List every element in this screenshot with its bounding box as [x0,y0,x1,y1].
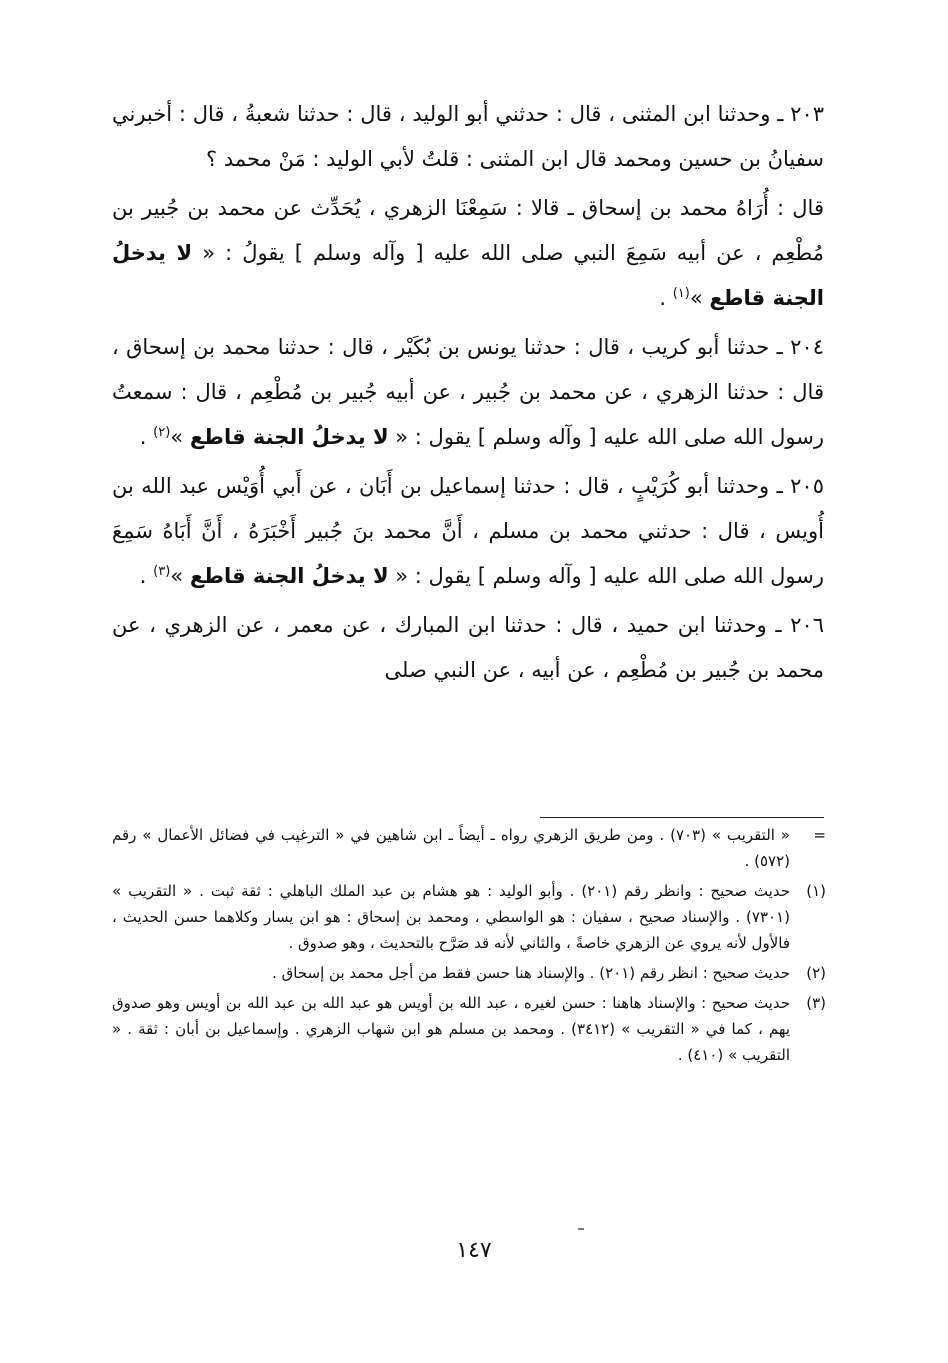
footnote-marker: (٣) [806,994,826,1012]
footnote-3 [112,990,826,1068]
paragraph-206 [112,603,824,693]
footnote-marker: (١) [806,882,826,900]
scan-artifact [578,1228,584,1230]
footnote-ref-1[interactable]: (١) [672,286,690,301]
paragraph-text: ٢٠٣ ـ وحدثنا ابن المثنى ، قال : حدثني أبو الوليد ، قال : حدثنا شعبةُ ، قال : أخبرني سفيانُ بن حسين ومحمد قال ابن المثنى : قلتُ لأبي الوليد : مَنْ محمد ؟ [112,102,824,171]
hadith-quote: لا يدخلُ الجنة قاطع [189,564,389,588]
main-text [112,92,824,697]
quote-close: » [689,286,703,310]
footnotes [112,822,826,1072]
paragraph-text: ٢٠٦ ـ وحدثنا ابن حميد ، قال : حدثنا ابن المبارك ، عن معمر ، عن الزهري ، عن محمد بن جُبير بن مُطْعِم ، عن أبيه ، عن النبي صلى [112,613,824,682]
page-number: ١٤٧ [456,1238,492,1263]
footnote-continuation [112,822,826,874]
footnote-divider [540,817,824,818]
paragraph-text: قال : أُرَاهُ محمد بن إسحاق ـ قالا : سَمِعْنَا الزهري ، يُحَدِّث عن محمد بن جُبير بن مُطْعِم ، عن أبيه سَمِعَ النبي صلى الله عليه [ وآله وسلم ] يقولُ : « [112,196,825,265]
quote-close: » [170,564,184,588]
paragraph-text: ٢٠٤ ـ حدثنا أبو كريب ، قال : حدثنا يونس بن بُكَيْر ، قال : حدثنا محمد بن إسحاق ، قال : حدثنا الزهري ، عن محمد بن جُبير ، عن أبيه جُبير بن مُطْعِم ، قال : سمعتُ رسول الله صلى الله عليه [ وآله وسلم ] يقول : « [112,335,824,449]
paragraph-203 [112,92,824,182]
footnote-text: حديث صحيح : والإسناد هاهنا : حسن لغيره ، عبد الله بن أويس هو عبد الله بن عبد الله بن أويس وهو صدوق يهم ، كما في « التقريب » (٣٤١٢) . ومحمد بن مسلم هو ابن شهاب الزهري . وإسماعيل بن أبان : ثقة . « التقريب » (٤١٠) . [112,994,790,1064]
footnote-text: حديث صحيح : انظر رقم (٢٠١) . والإسناد هنا حسن فقط من أجل محمد بن إسحاق . [272,964,790,982]
footnote-1 [112,878,826,956]
paragraph-204 [112,325,824,460]
footnote-ref-3[interactable]: (٣) [153,564,171,579]
hadith-quote: لا يدخلُ الجنة قاطع [112,241,824,310]
paragraph-end: . [659,286,673,310]
footnote-text: « التقريب » (٧٠٣) . ومن طريق الزهري رواه ـ أيضاً ـ ابن شاهين في « الترغيب في فضائل الأعمال » رقم (٥٧٢) . [112,826,791,870]
footnote-marker: (٢) [806,964,826,982]
footnote-2 [112,960,826,986]
footnote-marker: = [813,826,826,844]
footnote-text: حديث صحيح : وانظر رقم (٢٠١) . وأبو الوليد : هو هشام بن عبد الملك الباهلي : ثقة ثبت . « التقريب » (٧٣٠١) . والإسناد صحيح ، سفيان : هو الواسطي ، ومحمد بن إسحاق : هو ابن يسار وكلاهما حسن الحديث ، فالأول لأنه يروي عن الزهري خاصةً ، والثاني لأنه قد صَرَّح بالتحديث ، وهو صدوق . [112,882,790,952]
paragraph-text: ٢٠٥ ـ وحدثنا أبو كُرَيْبٍ ، قال : حدثنا إسماعيل بن أَبَان ، عن أَبي أُوَيْس عبد الله بن أُويس ، قال : حدثني محمد بن مسلم ، أَنَّ محمد بنَ جُبير أَخْبَرَهُ ، أَنَّ أَبَاهُ سَمِعَ رسول الله صلى الله عليه [ وآله وسلم ] يقول : « [112,474,824,588]
paragraph-203-continued [112,186,824,321]
quote-close: » [170,425,184,449]
paragraph-205 [112,464,824,599]
footnote-ref-2[interactable]: (٢) [153,425,171,440]
hadith-quote: لا يدخلُ الجنة قاطع [189,425,389,449]
paragraph-end: . [139,564,154,588]
paragraph-end: . [139,425,154,449]
